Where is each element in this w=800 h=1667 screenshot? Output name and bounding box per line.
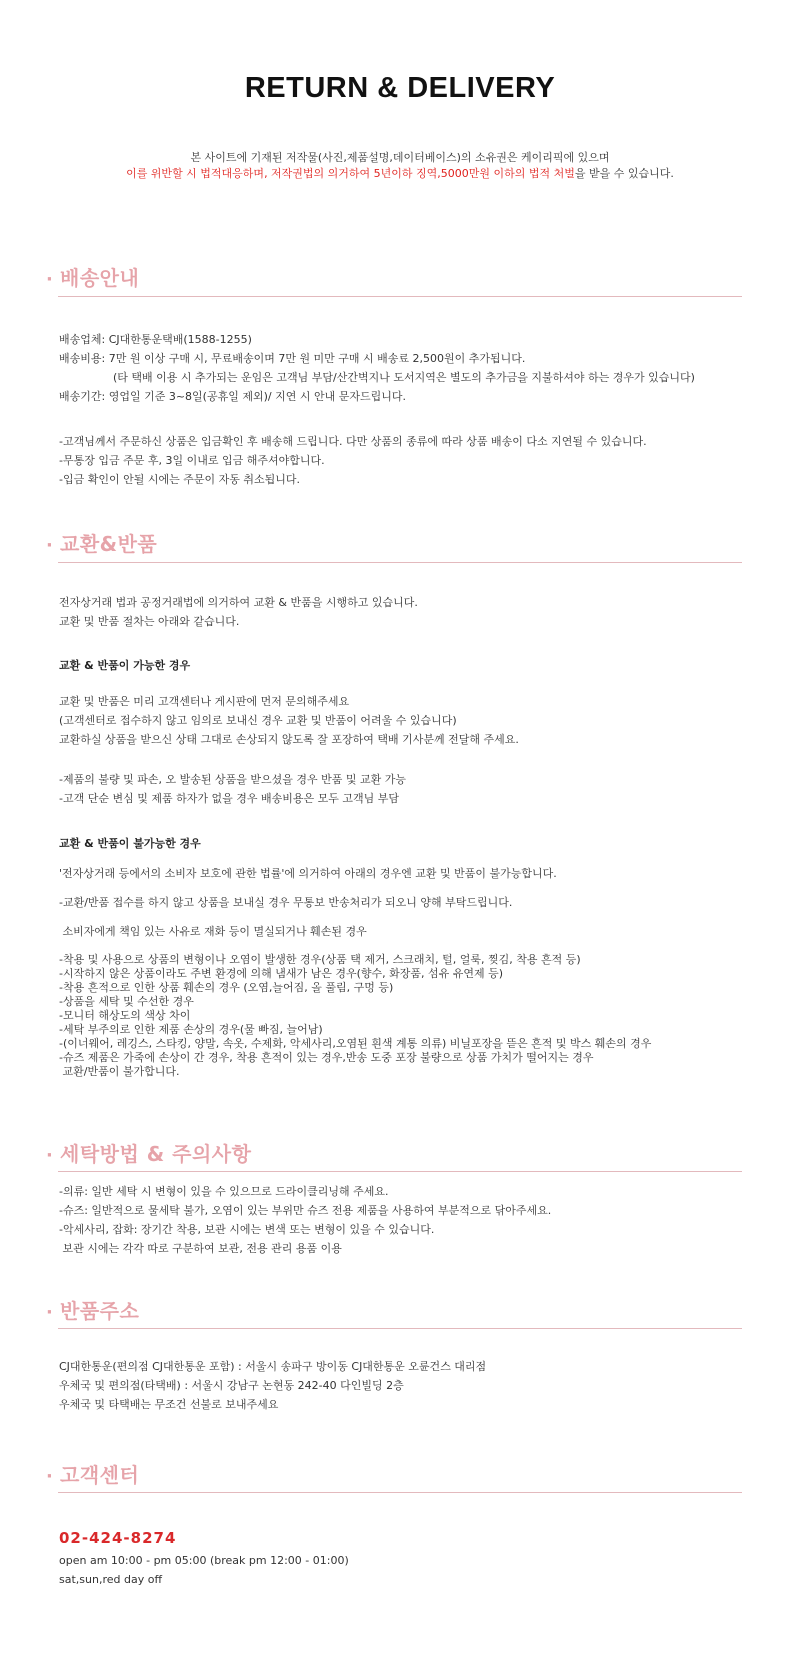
exchange-impossible-heading: 교환 & 반품이 불가능한 경우 <box>59 837 201 850</box>
customer-center-section-header <box>46 1459 742 1488</box>
exchange-possible-notes <box>59 770 759 808</box>
page-title: RETURN & DELIVERY <box>244 72 556 104</box>
customer-center-info <box>59 1525 759 1589</box>
exchange-possible-line: (고객센터로 접수하지 않고 임의로 보내신 경우 교환 및 반품이 어려울 수 있습니다) <box>59 714 457 727</box>
washing-section-header <box>46 1138 742 1167</box>
washing-heading: 세탁방법 & 주의사항 <box>60 1142 252 1166</box>
delivery-section-header <box>46 262 742 291</box>
delivery-note: -고객님께서 주문하신 상품은 입금확인 후 배송해 드립니다. 다만 상품의 종류에 따라 상품 배송이 다소 지연될 수 있습니다. <box>59 435 647 448</box>
exchange-intro-line: 교환 및 반품 절차는 아래와 같습니다. <box>59 615 240 628</box>
notice-line-2 <box>0 166 800 182</box>
return-address-line: 우체국 및 편의점(타택배) : 서울시 강남구 논현동 242-40 다인빌딩 2층 <box>59 1379 404 1392</box>
washing-item: -슈즈: 일반적으로 물세탁 불가, 오염이 있는 부위만 슈즈 전용 제품을 사용하여 부분적으로 닦아주세요. <box>59 1204 552 1217</box>
exchange-impossible-title <box>59 834 759 853</box>
customer-phone: 02-424-8274 <box>59 1529 177 1547</box>
exchange-intro-line: 전자상거래 법과 공정거래법에 의거하여 교환 & 반품을 시행하고 있습니다. <box>59 596 418 609</box>
section-dot-icon: · <box>46 1466 54 1487</box>
washing-item: -의류: 일반 세탁 시 변형이 있을 수 있으므로 드라이클리닝해 주세요. <box>59 1185 389 1198</box>
exchange-case: -착용 흔적으로 인한 상품 훼손의 경우 (오염,늘어짐, 올 풀림, 구멍 등) <box>59 981 394 994</box>
exchange-cases <box>59 953 759 1079</box>
exchange-case: -시작하지 않은 상품이라도 주변 환경에 의해 냄새가 남은 경우(향수, 화장품, 섬유 유연제 등) <box>59 967 504 980</box>
exchange-possible-line: 교환 및 반품은 미리 고객센터나 게시판에 먼저 문의해주세요 <box>59 695 350 708</box>
exchange-case: -모니터 해상도의 색상 차이 <box>59 1009 191 1022</box>
notice-warning: 이를 위반할 시 법적대응하며, 저작권법의 의거하여 5년이하 징역,5000만원 이하의 법적 처벌 <box>126 167 575 180</box>
notice-warning-tail: 을 받을 수 있습니다. <box>574 167 674 180</box>
delivery-cost: 배송비용: 7만 원 이상 구매 시, 무료배송이며 7만 원 미만 구매 시 배송료 2,500원이 추가됩니다. <box>59 352 526 365</box>
exchange-possible-title <box>59 656 759 675</box>
exchange-heading: 교환&반품 <box>60 532 158 556</box>
exchange-consumer <box>59 922 759 941</box>
section-dot-icon: · <box>46 535 54 556</box>
exchange-law-line: '전자상거래 등에서의 소비자 보호에 관한 법률'에 의거하여 아래의 경우엔 교환 및 반품이 불가능합니다. <box>59 867 557 880</box>
notice-line-1: 본 사이트에 기재된 저작물(사진,제품설명,데이터베이스)의 소유권은 케이리픽에 있으며 <box>190 151 610 164</box>
section-divider <box>58 1492 742 1493</box>
section-divider <box>58 1328 742 1329</box>
section-dot-icon: · <box>46 1302 54 1323</box>
exchange-no-receipt-line: -교환/반품 접수를 하지 않고 상품을 보내실 경우 무통보 반송처리가 되오니 양해 부탁드립니다. <box>59 896 513 909</box>
exchange-consumer-line: 소비자에게 책임 있는 사유로 재화 등이 멸실되거나 훼손된 경우 <box>59 925 367 938</box>
exchange-possible-line: 교환하실 상품을 받으신 상태 그대로 손상되지 않도록 잘 포장하여 택배 기사분께 전달해 주세요. <box>59 733 519 746</box>
exchange-case: -세탁 부주의로 인한 제품 손상의 경우(물 빠짐, 늘어남) <box>59 1023 323 1036</box>
exchange-possible-note: -고객 단순 변심 및 제품 하자가 없을 경우 배송비용은 모두 고객님 부담 <box>59 792 399 805</box>
customer-hours: open am 10:00 - pm 05:00 (break pm 12:00 - 01:00) <box>59 1554 349 1567</box>
exchange-law <box>59 864 759 883</box>
exchange-case: 교환/반품이 불가합니다. <box>59 1065 180 1078</box>
washing-item: -악세사리, 잡화: 장기간 착용, 보관 시에는 변색 또는 변형이 있을 수 있습니다. <box>59 1223 435 1236</box>
exchange-section-header <box>46 528 742 557</box>
delivery-period: 배송기간: 영업일 기준 3~8일(공휴일 제외)/ 지연 시 안내 문자드립니다. <box>59 390 406 403</box>
customer-center-heading: 고객센터 <box>60 1463 140 1487</box>
return-address-line: 우체국 및 타택배는 무조건 선불로 보내주세요 <box>59 1398 279 1411</box>
exchange-intro <box>59 593 759 631</box>
washing-items <box>59 1182 759 1258</box>
section-divider <box>58 562 742 563</box>
delivery-heading: 배송안내 <box>60 266 140 290</box>
delivery-cost-note: (타 택배 이용 시 추가되는 운임은 고객님 부담/산간벽지나 도서지역은 별도의 추가금을 지불하셔야 하는 경우가 있습니다) <box>113 371 695 384</box>
exchange-possible-heading: 교환 & 반품이 가능한 경우 <box>59 659 191 672</box>
section-dot-icon: · <box>46 269 54 290</box>
delivery-notes <box>59 432 759 489</box>
exchange-no-receipt <box>59 893 759 912</box>
delivery-company: 배송업체: CJ대한통운택배(1588-1255) <box>59 333 252 346</box>
customer-off-days: sat,sun,red day off <box>59 1573 163 1586</box>
return-address-items <box>59 1357 759 1414</box>
section-dot-icon: · <box>46 1145 54 1166</box>
return-address-heading: 반품주소 <box>60 1299 140 1323</box>
copyright-notice <box>0 150 800 182</box>
exchange-case: -슈즈 제품은 가죽에 손상이 간 경우, 착용 흔적이 있는 경우,반송 도중 포장 불량으로 상품 가치가 떨어지는 경우 <box>59 1051 594 1064</box>
delivery-note: -무통장 입금 주문 후, 3일 이내로 입금 해주셔야합니다. <box>59 454 325 467</box>
exchange-possible <box>59 692 759 749</box>
return-address-section-header <box>46 1295 742 1324</box>
section-divider <box>58 296 742 297</box>
washing-item: 보관 시에는 각각 따로 구분하여 보관, 전용 관리 용품 이용 <box>59 1242 342 1255</box>
return-address-line: CJ대한통운(편의점 CJ대한통운 포함) : 서울시 송파구 방이동 CJ대한통운 오륜건스 대리점 <box>59 1360 487 1373</box>
exchange-case: -상품을 세탁 및 수선한 경우 <box>59 995 194 1008</box>
delivery-info <box>59 330 759 406</box>
section-divider <box>58 1171 742 1172</box>
exchange-possible-note: -제품의 불량 및 파손, 오 발송된 상품을 받으셨을 경우 반품 및 교환 가능 <box>59 773 406 786</box>
delivery-note: -입금 확인이 안될 시에는 주문이 자동 취소됩니다. <box>59 473 300 486</box>
exchange-case: -(이너웨어, 레깅스, 스타킹, 양말, 속옷, 수제화, 악세사리,오염된 흰색 계통 의류) 비닐포장을 뜯은 흔적 및 박스 훼손의 경우 <box>59 1037 652 1050</box>
exchange-case: -착용 및 사용으로 상품의 변형이나 오염이 발생한 경우(상품 택 제거, 스크래치, 털, 얼룩, 찢김, 착용 흔적 등) <box>59 953 581 966</box>
